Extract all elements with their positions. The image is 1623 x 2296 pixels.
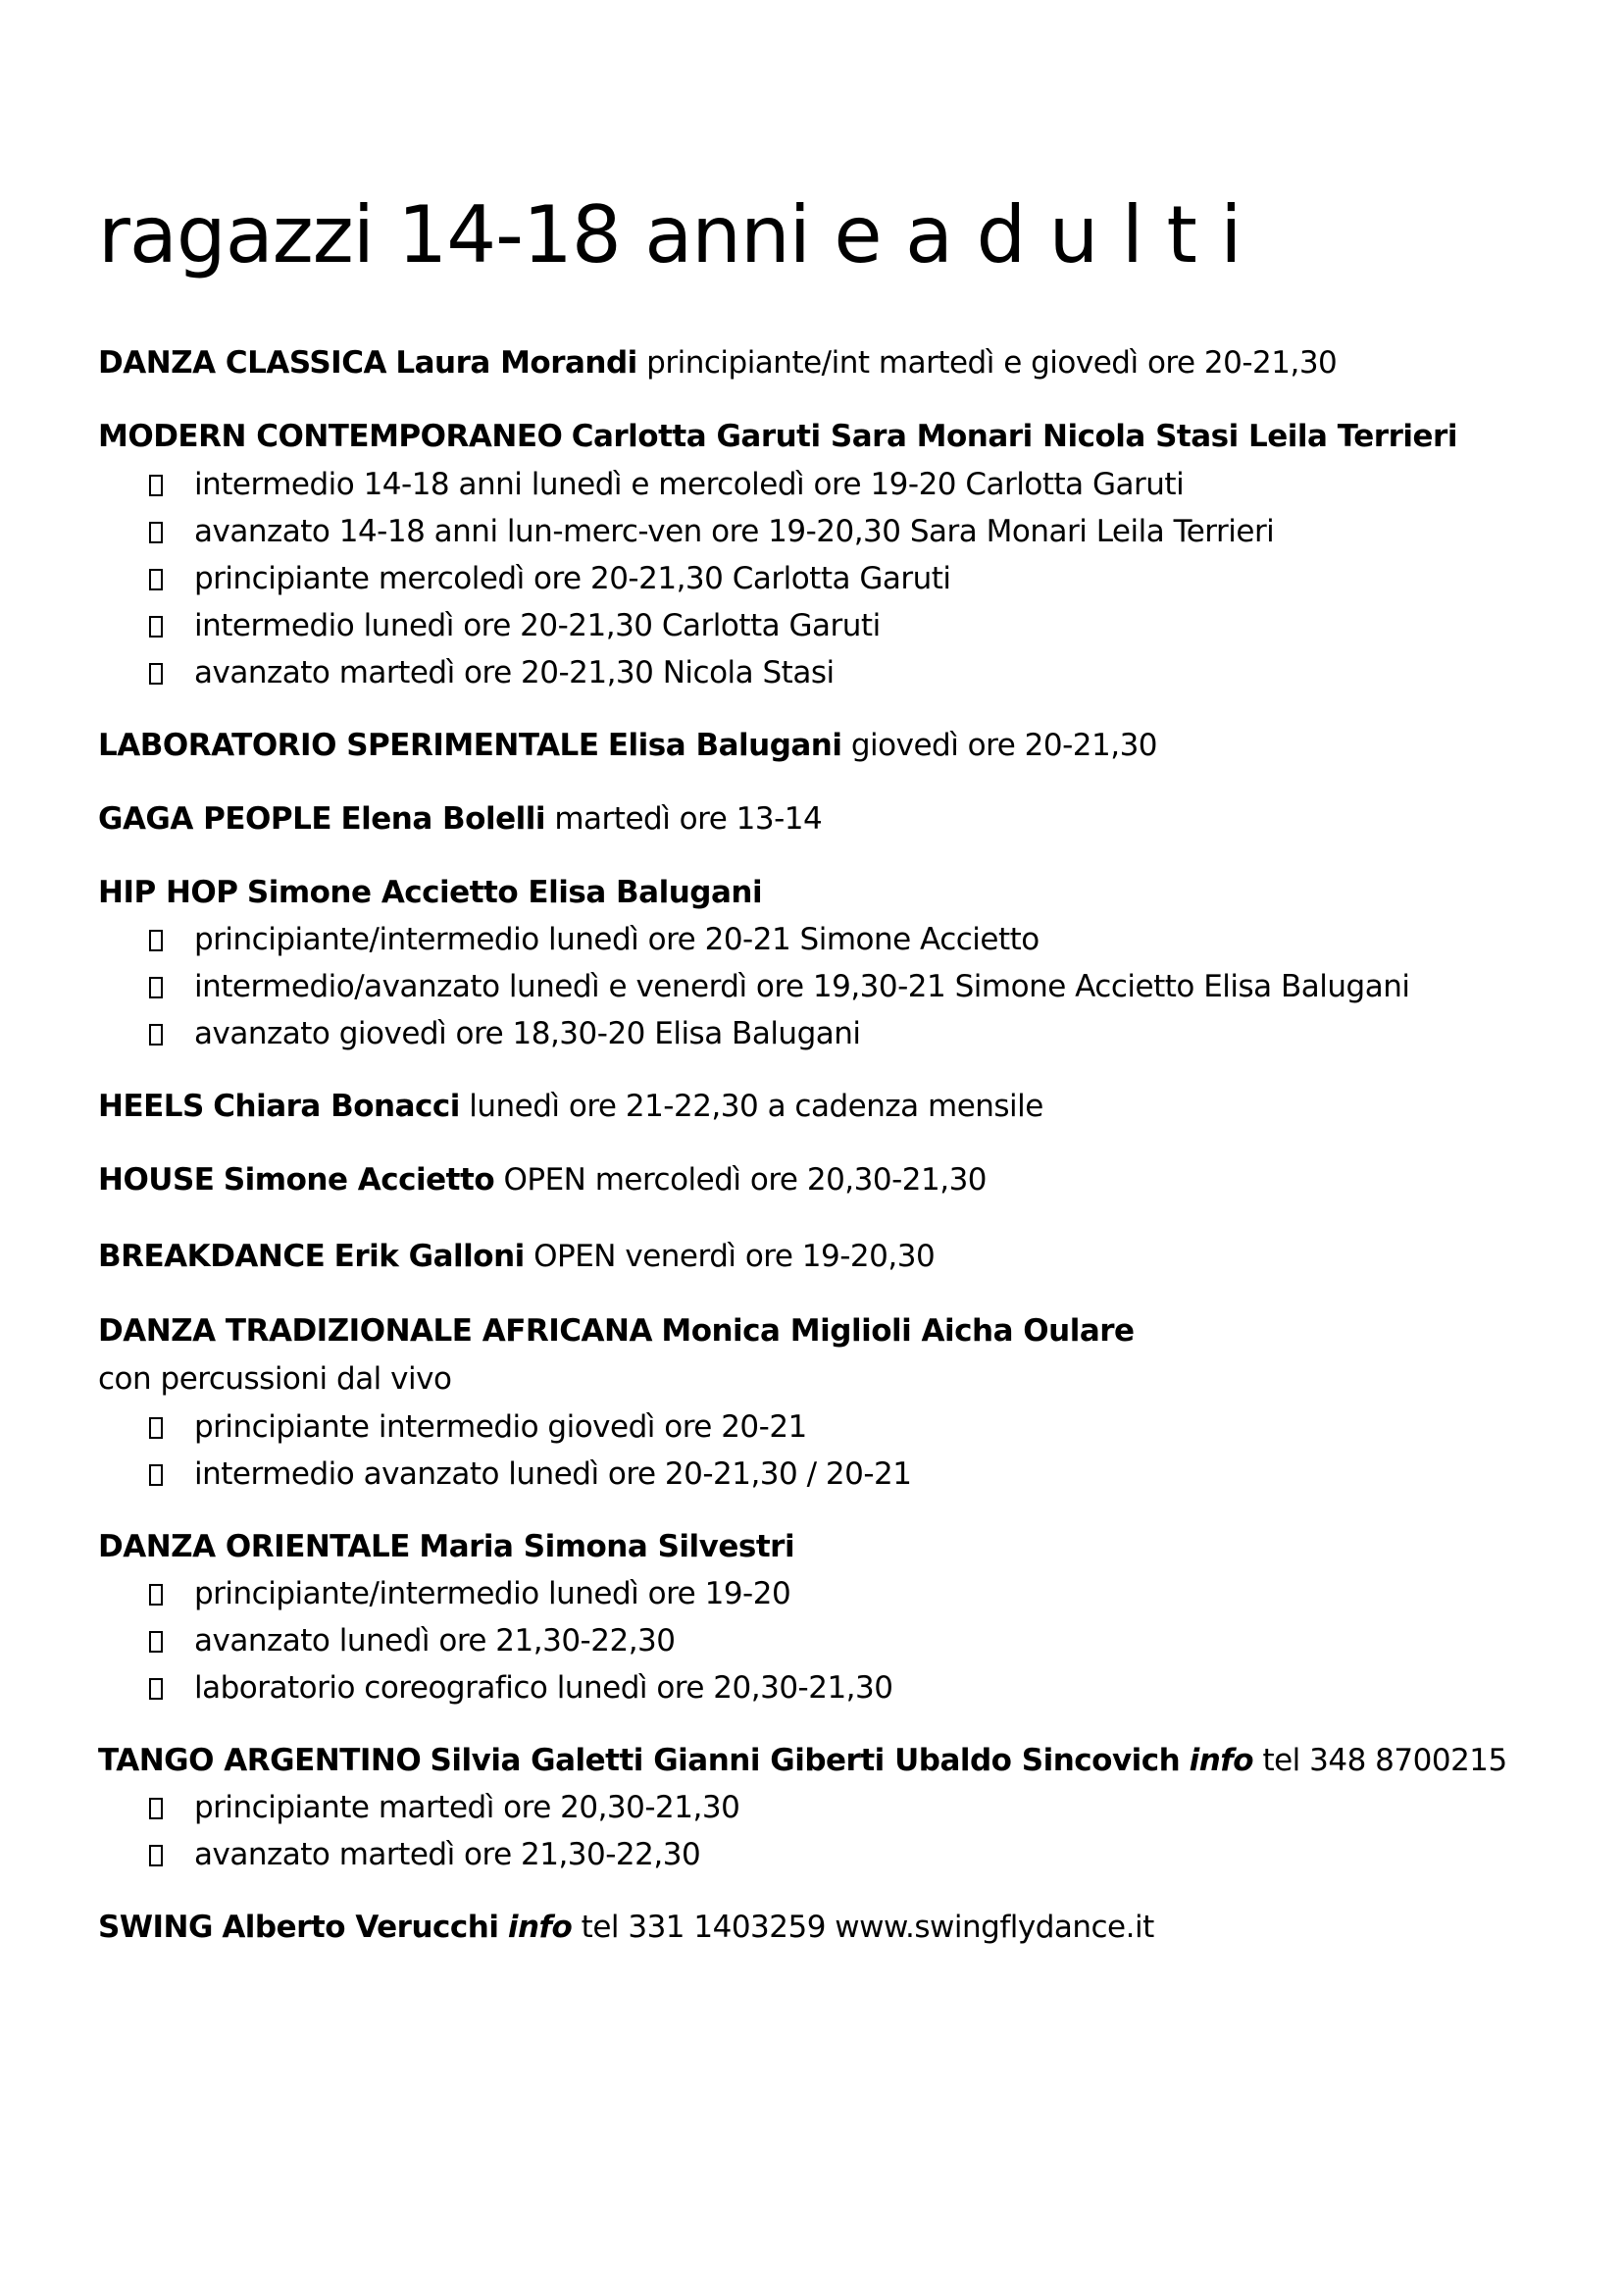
course-details: tel 331 1403259 www.swingflydance.it [581, 1910, 1154, 1945]
checkbox-bullet-icon [149, 569, 163, 590]
checkbox-bullet-icon [149, 522, 163, 543]
info-label: info [507, 1910, 573, 1945]
course-teachers: Alberto Verucchi [222, 1910, 499, 1945]
list-item: avanzato martedì ore 21,30-22,30 [149, 1831, 700, 1878]
course-name: TANGO ARGENTINO [98, 1743, 422, 1778]
course-teachers: Elisa Balugani [607, 728, 842, 763]
course-heels [98, 1083, 1043, 1130]
course-gaga-people [98, 795, 822, 842]
list-item: intermedio avanzato lunedì ore 20-21,30 / 20-21 [149, 1451, 912, 1498]
course-teachers: Carlotta Garuti Sara Monari Nicola Stasi Leila Terrieri [571, 419, 1457, 454]
course-breakdance [98, 1233, 935, 1280]
course-teachers: Simone Accietto [223, 1162, 495, 1198]
list-item: laboratorio coreografico lunedì ore 20,30-21,30 [149, 1664, 892, 1711]
course-details: giovedì ore 20-21,30 [850, 728, 1158, 763]
course-details: martedì ore 13-14 [554, 801, 823, 837]
course-teachers: Silvia Galetti Gianni Giberti Ubaldo Sincovich [430, 1743, 1181, 1778]
course-name: SWING [98, 1910, 213, 1945]
course-teachers: Monica Miglioli Aicha Oulare [661, 1313, 1135, 1349]
checkbox-bullet-icon [149, 1417, 163, 1439]
course-teachers: Laura Morandi [395, 345, 637, 381]
checkbox-bullet-icon [149, 475, 163, 496]
course-subline: con percussioni dal vivo [98, 1361, 452, 1397]
list-item: principiante martedì ore 20,30-21,30 [149, 1784, 739, 1831]
checkbox-bullet-icon [149, 1845, 163, 1866]
checkbox-bullet-icon [149, 1798, 163, 1819]
list-item: avanzato lunedì ore 21,30-22,30 [149, 1617, 676, 1664]
course-details: tel 348 8700215 [1262, 1743, 1507, 1778]
course-name: LABORATORIO SPERIMENTALE [98, 728, 599, 763]
list-item: intermedio lunedì ore 20-21,30 Carlotta Garuti [149, 602, 881, 649]
list-item: principiante/intermedio lunedì ore 20-21 Simone Accietto [149, 916, 1040, 963]
course-details: principiante/int martedì e giovedì ore 20-21,30 [646, 345, 1338, 381]
checkbox-bullet-icon [149, 1678, 163, 1700]
course-modern-contemporaneo [98, 413, 1457, 460]
checkbox-bullet-icon [149, 1584, 163, 1606]
list-item: avanzato 14-18 anni lun-merc-ven ore 19-20,30 Sara Monari Leila Terrieri [149, 508, 1274, 555]
list-item: principiante intermedio giovedì ore 20-21 [149, 1403, 807, 1451]
course-house [98, 1156, 987, 1203]
info-label: info [1189, 1743, 1254, 1778]
list-item: intermedio 14-18 anni lunedì e mercoledì ore 19-20 Carlotta Garuti [149, 461, 1184, 508]
course-teachers: Elena Bolelli [340, 801, 545, 837]
course-danza-classica [98, 339, 1337, 386]
list-item: principiante/intermedio lunedì ore 19-20 [149, 1570, 790, 1617]
list-item: principiante mercoledì ore 20-21,30 Carlotta Garuti [149, 555, 951, 602]
course-hip-hop [98, 869, 762, 916]
course-name: HIP HOP [98, 875, 238, 910]
course-name: BREAKDANCE [98, 1239, 326, 1274]
course-name: GAGA PEOPLE [98, 801, 332, 837]
course-details: OPEN venerdì ore 19-20,30 [533, 1239, 936, 1274]
course-name: HEELS [98, 1089, 204, 1124]
course-teachers: Simone Accietto Elisa Balugani [246, 875, 763, 910]
course-teachers: Erik Galloni [333, 1239, 525, 1274]
list-item: avanzato giovedì ore 18,30-20 Elisa Balugani [149, 1010, 861, 1057]
checkbox-bullet-icon [149, 616, 163, 638]
page-title: ragazzi 14-18 anni e a d u l t i [98, 189, 1242, 281]
checkbox-bullet-icon [149, 1631, 163, 1653]
checkbox-bullet-icon [149, 1024, 163, 1046]
list-item: intermedio/avanzato lunedì e venerdì ore 19,30-21 Simone Accietto Elisa Balugani [149, 963, 1409, 1010]
list-item: avanzato martedì ore 20-21,30 Nicola Stasi [149, 649, 835, 696]
course-name: HOUSE [98, 1162, 215, 1198]
checkbox-bullet-icon [149, 1464, 163, 1486]
course-danza-tradizionale-africana [98, 1307, 1135, 1354]
checkbox-bullet-icon [149, 977, 163, 998]
checkbox-bullet-icon [149, 663, 163, 685]
course-name: DANZA CLASSICA [98, 345, 386, 381]
course-name: DANZA TRADIZIONALE AFRICANA [98, 1313, 652, 1349]
course-danza-orientale [98, 1523, 794, 1570]
course-teachers: Maria Simona Silvestri [419, 1529, 795, 1564]
course-name: DANZA ORIENTALE [98, 1529, 410, 1564]
course-teachers: Chiara Bonacci [213, 1089, 460, 1124]
course-swing [98, 1904, 1154, 1951]
course-tango-argentino [98, 1737, 1507, 1784]
course-details: lunedì ore 21-22,30 a cadenza mensile [469, 1089, 1043, 1124]
course-name: MODERN CONTEMPORANEO [98, 419, 563, 454]
course-laboratorio-sperimentale [98, 722, 1157, 769]
checkbox-bullet-icon [149, 930, 163, 951]
course-details: OPEN mercoledì ore 20,30-21,30 [503, 1162, 988, 1198]
